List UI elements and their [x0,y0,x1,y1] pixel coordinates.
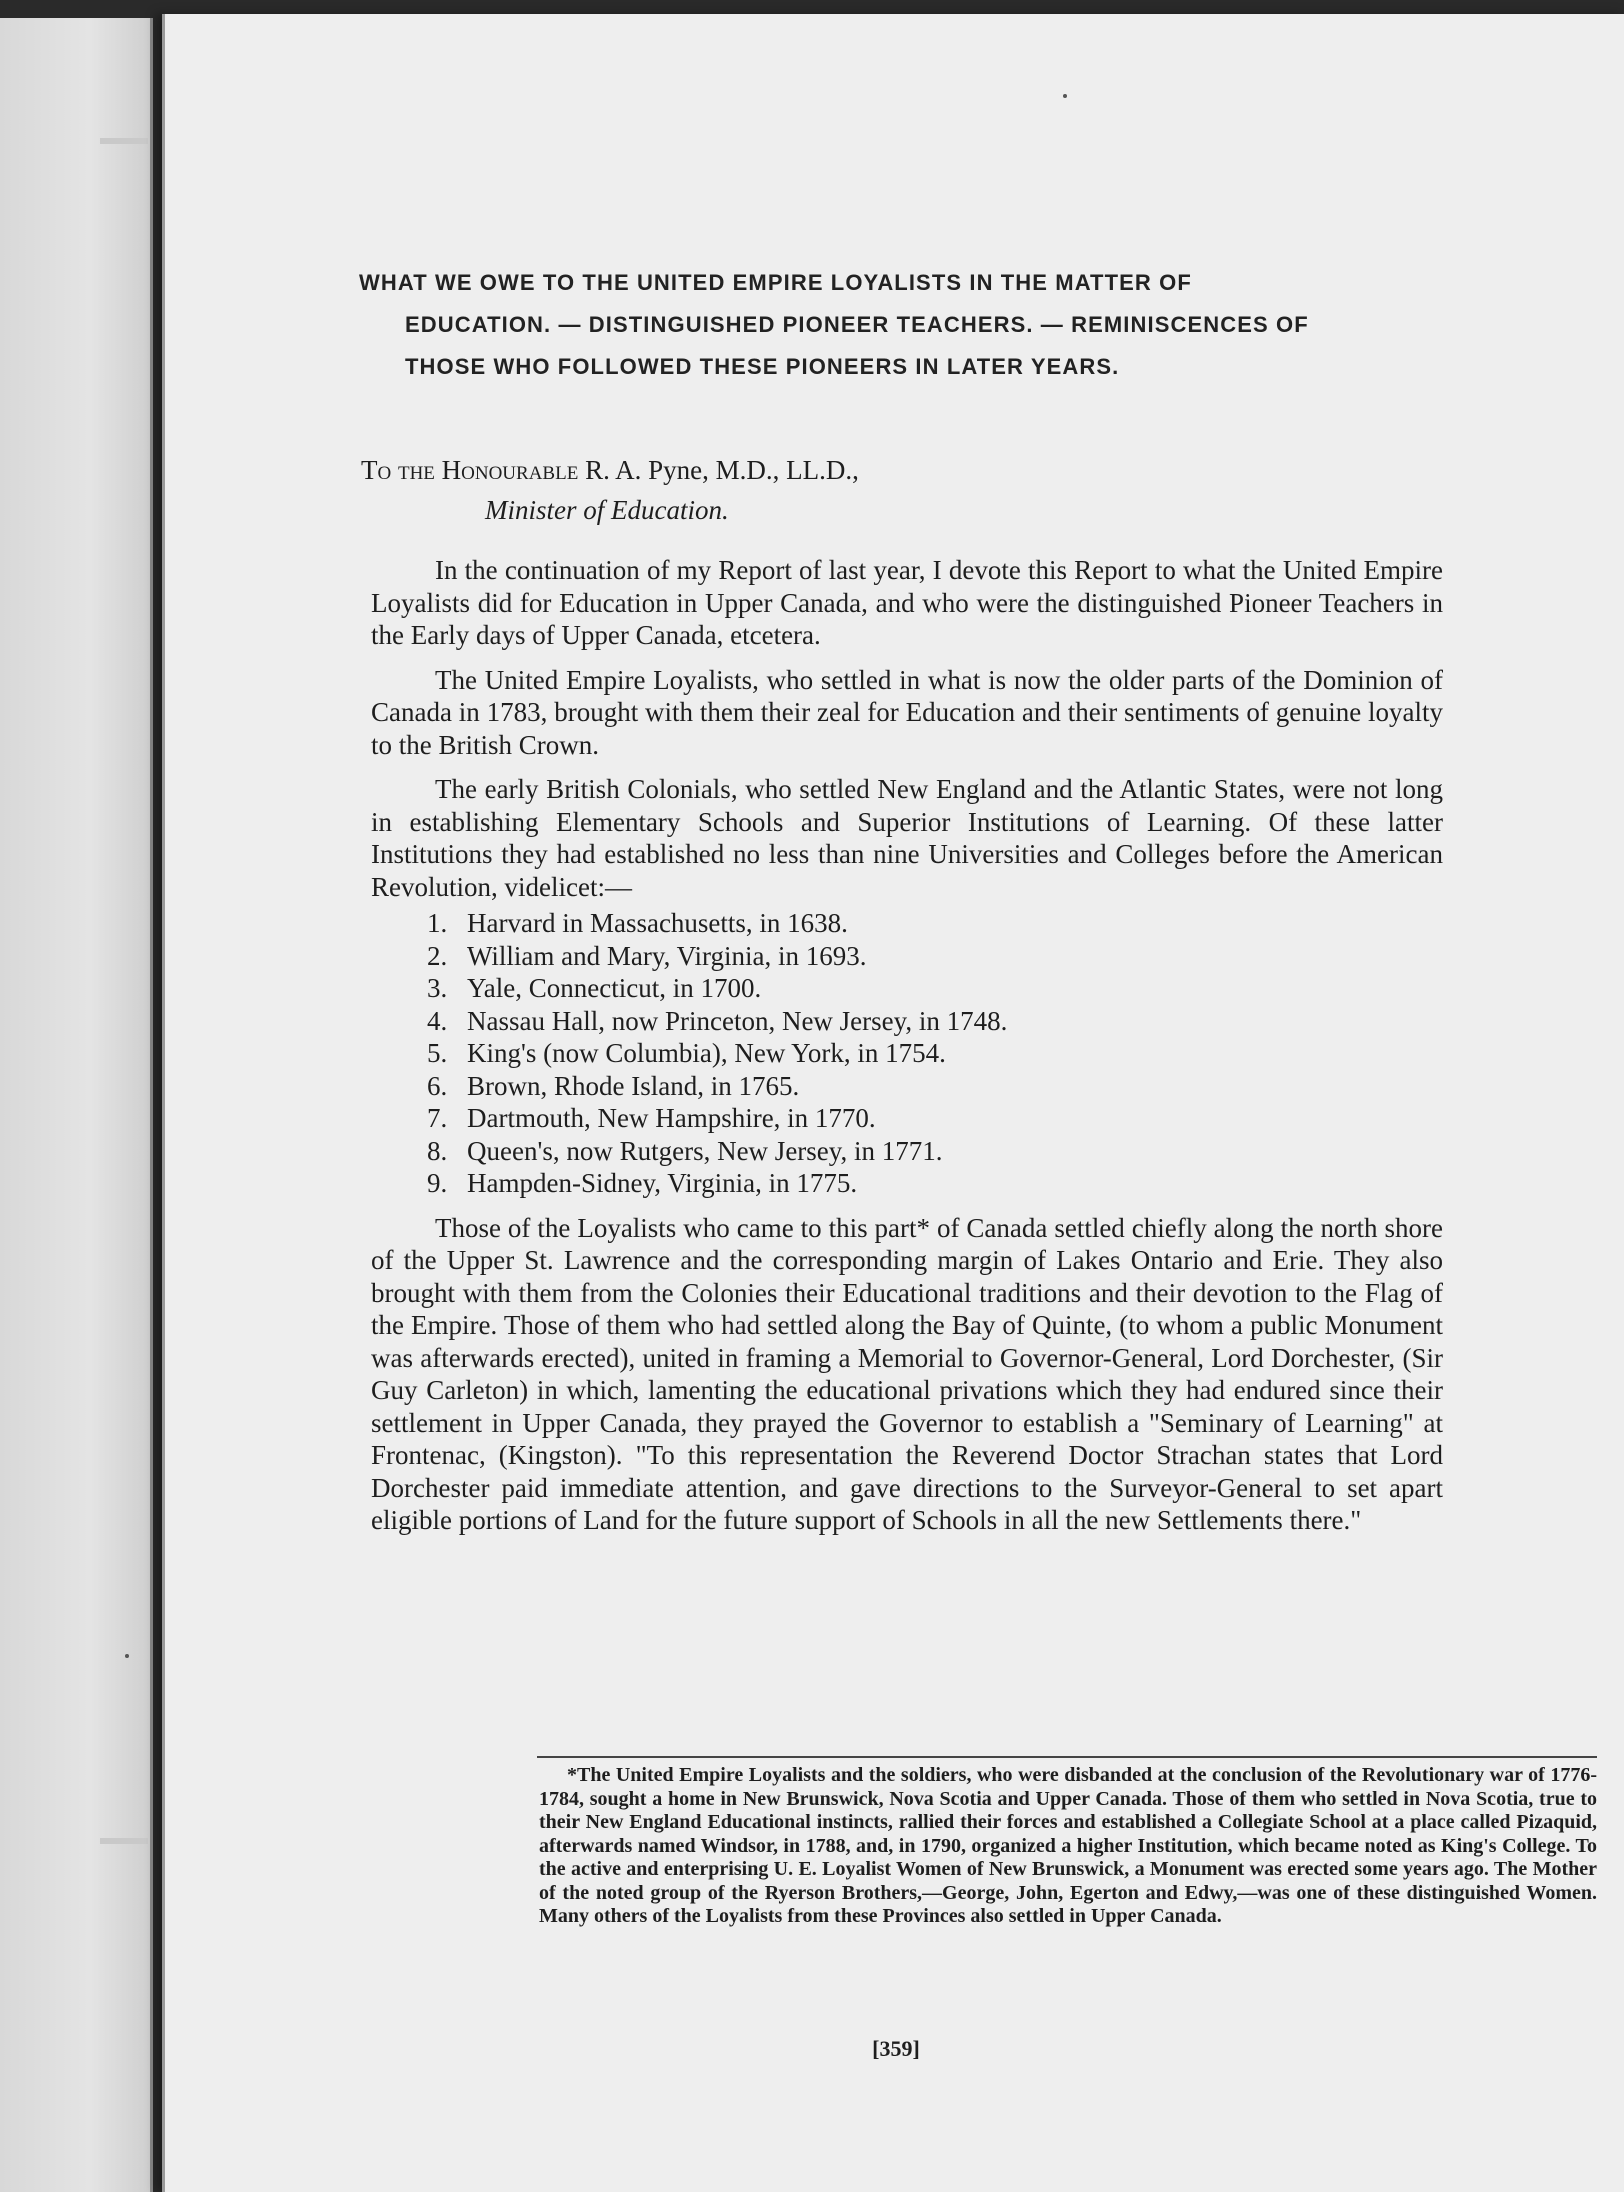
page-edge-mark [100,138,148,144]
list-item [427,1070,1443,1103]
paper-speck [125,1654,129,1658]
list-number: 1. [427,908,448,938]
list-number: 4. [427,1005,448,1036]
list-text: William and Mary, Virginia, in 1693. [467,940,867,971]
paragraph: Those of the Loyalists who came to this part* of Canada settled chiefly along the north shore of the Upper St. Lawrence and the corresponding margin of Lakes Ontario and Erie. They also brought with them from the Colonies their Educational traditions and their devotion to the Flag of the Empire. Those of them who had settled along the Bay of Quinte, (to whom a public Monument was afterwards erected), united in framing a Memorial to Governor-General, Lord Dorchester, (Sir Guy Carleton) in which, lamenting the educational privations which they had endured since their settlement in Upper Canada, they prayed the Governor to establish a "Seminary of Learning" at Frontenac, (Kingston). "To this representation the Reverend Doctor Strachan states that Lord Dorchester paid immediate attention, and gave directions to the Surveyor-General to set apart eligible portions of Land for the future support of Schools in all the new Settlements there." [371,1212,1443,1535]
paragraph: The early British Colonials, who settled New England and the Atlantic States, were not long in establishing Elementary Schools and Superior Institutions of Learning. Of these latter Institutions they had established no less than nine Universities and Colleges before the American Revolution, videlicet:— [371,774,1443,902]
list-text: Queen's, now Rutgers, New Jersey, in 1771. [467,1135,943,1166]
document-page [162,14,1624,2192]
universities-list [371,907,1443,1200]
page-number: [359] [872,2036,920,2061]
list-number: 2. [427,940,448,971]
list-number: 9. [427,1168,448,1198]
footnote-divider [537,1756,1597,1758]
list-number: 5. [427,1038,448,1068]
paper-speck [1063,94,1067,98]
paragraph: The United Empire Loyalists, who settled in what is now the older parts of the Dominion of Canada in 1783, brought with them their zeal for Education and their sentiments of genuine loyalty to the British Crown. [371,664,1443,760]
list-text: Nassau Hall, now Princeton, New Jersey, in 1748. [467,1005,1008,1036]
list-item [427,907,1443,940]
salutation-to: To the Honourable [361,455,579,485]
heading-line: EDUCATION. — DISTINGUISHED PIONEER TEACHERS. — REMINISCENCES OF [405,312,1309,337]
list-item [427,972,1443,1005]
heading-line: THOSE WHO FOLLOWED THESE PIONEERS IN LATER YEARS. [405,354,1120,379]
footnote: *The United Empire Loyalists and the soldiers, who were disbanded at the conclusion of the Revolutionary war of 1776-1784, sought a home in New Brunswick, Nova Scotia and Upper Canada. Those of them who settled in Nova Scotia, true to their New England Educational instincts, rallied their forces and established a Collegiate School at a place called Pizaquid, afterwards named Windsor, in 1788, and, in 1790, organized a higher Institution, which became noted as King's College. To the active and enterprising U. E. Loyalist Women of New Brunswick, a Monument was erected some years ago. The Mother of the noted group of the Ryerson Brothers,—George, John, Egerton and Edwy,—was one of these distinguished Women. Many others of the Loyalists from these Provinces also settled in Upper Canada. [539,1764,1597,1927]
chapter-heading [359,262,1459,388]
list-number: 8. [427,1135,448,1166]
list-number: 7. [427,1103,448,1133]
report-body [371,554,1443,1549]
salutation-name: R. A. Pyne, M.D., LL.D., [585,455,859,485]
list-item [427,1167,1443,1200]
salutation-role: Minister of Education. [485,495,729,525]
list-item [427,1037,1443,1070]
salutation [361,450,859,530]
page-edge-mark [100,1838,148,1844]
list-text: King's (now Columbia), New York, in 1754. [467,1038,946,1068]
list-item [427,940,1443,973]
heading-line: WHAT WE OWE TO THE UNITED EMPIRE LOYALISTS IN THE MATTER OF [359,270,1192,295]
list-item [427,1102,1443,1135]
paragraph: In the continuation of my Report of last year, I devote this Report to what the United Empire Loyalists did for Education in Upper Canada, and who were the distinguished Pioneer Teachers in the Early days of Upper Canada, etcetera. [371,555,1443,650]
list-number: 6. [427,1070,448,1101]
list-text: Harvard in Massachusetts, in 1638. [467,908,848,938]
list-text: Yale, Connecticut, in 1700. [467,973,762,1003]
previous-page-edge [0,18,153,2192]
list-text: Dartmouth, New Hampshire, in 1770. [467,1103,876,1133]
list-text: Hampden-Sidney, Virginia, in 1775. [467,1168,858,1198]
list-text: Brown, Rhode Island, in 1765. [467,1070,800,1101]
list-number: 3. [427,973,448,1003]
list-item [427,1135,1443,1168]
list-item [427,1005,1443,1038]
